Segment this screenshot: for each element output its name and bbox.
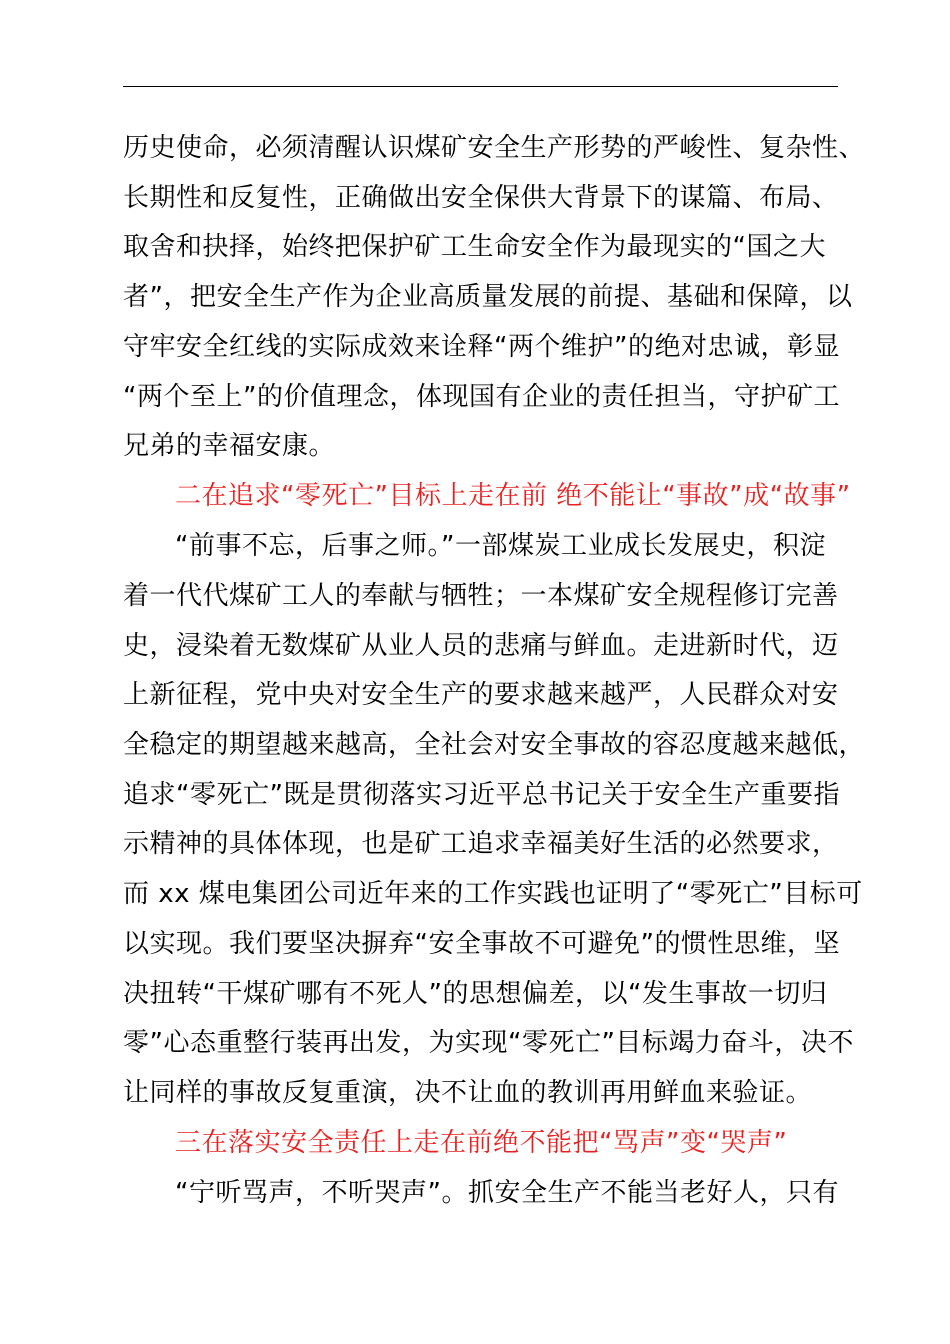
header-rule [123, 86, 838, 87]
paragraph-line: 而 xx 煤电集团公司近年来的工作实践也证明了“零死亡”目标可 [123, 879, 863, 909]
paragraph-line: 者”，把安全生产作为企业高质量发展的前提、基础和保障，以 [123, 282, 853, 312]
paragraph-line: “宁听骂声，不听哭声”。抓安全生产不能当老好人，只有 [175, 1178, 839, 1208]
paragraph-line: 示精神的具体体现，也是矿工追求幸福美好生活的必然要求， [123, 829, 839, 859]
paragraph-line: “前事不忘，后事之师。”一部煤炭工业成长发展史，积淀 [175, 531, 826, 561]
section-heading-3: 三在落实安全责任上走在前绝不能把“骂声”变“哭声” [175, 1128, 788, 1158]
paragraph-line: 全稳定的期望越来越高，全社会对安全事故的容忍度越来越低， [123, 730, 866, 760]
section-heading-2: 二在追求“零死亡”目标上走在前 绝不能让“事故”成“故事” [175, 481, 851, 511]
paragraph-line: 零”心态重整行装再出发，为实现“零死亡”目标竭力奋斗，决不 [123, 1028, 854, 1058]
paragraph-line: 长期性和反复性，正确做出安全保供大背景下的谋篇、布局、 [123, 183, 839, 213]
paragraph-line: 史，浸染着无数煤矿从业人员的悲痛与鲜血。走进新时代，迈 [123, 631, 839, 661]
paragraph-line: 兄弟的幸福安康。 [123, 431, 336, 461]
paragraph-line: 上新征程，党中央对安全生产的要求越来越严，人民群众对安 [123, 680, 839, 710]
paragraph-line: 着一代代煤矿工人的奉献与牺牲；一本煤矿安全规程修订完善 [123, 581, 839, 611]
paragraph-line: 让同样的事故反复重演，决不让血的教训再用鲜血来验证。 [123, 1078, 813, 1108]
paragraph-line: 决扭转“干煤矿哪有不死人”的思想偏差，以“发生事故一切归 [123, 979, 828, 1009]
paragraph-line: “两个至上”的价值理念，体现国有企业的责任担当，守护矿工 [123, 382, 840, 412]
paragraph-line: 历史使命，必须清醒认识煤矿安全生产形势的严峻性、复杂性、 [123, 133, 866, 163]
paragraph-line: 守牢安全红线的实际成效来诠释“两个维护”的绝对忠诚，彰显 [123, 332, 840, 362]
paragraph-line: 取舍和抉择，始终把保护矿工生命安全作为最现实的“国之大 [123, 232, 826, 262]
paragraph-line: 以实现。我们要坚决摒弃“安全事故不可避免”的惯性思维，坚 [123, 929, 840, 959]
paragraph-line: 追求“零死亡”既是贯彻落实习近平总书记关于安全生产重要指 [123, 780, 840, 810]
